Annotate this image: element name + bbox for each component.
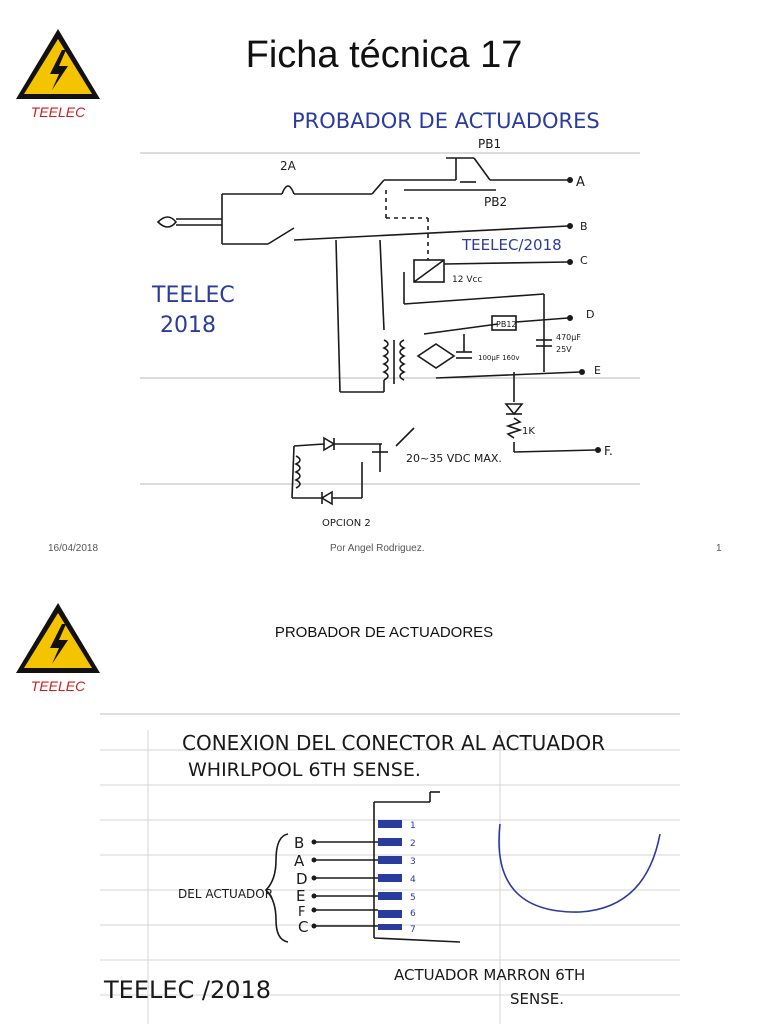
label-pb2: PB2 — [484, 195, 508, 209]
pin-letter-e: E — [296, 887, 306, 905]
footer-page: 1 — [716, 543, 722, 554]
pin-letter-b: B — [294, 834, 305, 852]
pin-number-2: 2 — [410, 839, 416, 849]
pin-number-6: 6 — [410, 909, 416, 919]
terminal-c: C — [580, 254, 588, 267]
sketch-heading-line2: WHIRLPOOL 6TH SENSE. — [188, 759, 421, 781]
pin-letter-f: F — [298, 905, 306, 920]
brand-handwritten-line2: 2018 — [160, 313, 216, 338]
slide-2 — [0, 580, 768, 1024]
label-resistor: 1K — [522, 426, 535, 437]
pin-number-5: 5 — [410, 893, 416, 903]
pin-letter-d: D — [296, 870, 308, 888]
label-cap2-value: 470µF — [556, 333, 581, 342]
actuator-line1: ACTUADOR MARRON 6TH — [394, 966, 586, 984]
terminal-f: F. — [604, 444, 613, 458]
circuit-wires — [158, 158, 596, 504]
pin-number-7: 7 — [410, 925, 416, 935]
terminal-dots — [567, 177, 601, 453]
brand-circuit: TEELEC/2018 — [462, 236, 562, 254]
label-relay: 12 Vcc — [452, 275, 483, 285]
footer-date: 16/04/2018 — [48, 543, 99, 554]
label-pb1: PB1 — [478, 137, 502, 151]
pin-number-4: 4 — [410, 875, 416, 885]
label-cap2-voltage: 25V — [556, 345, 572, 354]
label-option: OPCION 2 — [322, 518, 371, 529]
pin-number-1: 1 — [410, 821, 416, 831]
label-cap1: 100µF 160v — [478, 354, 520, 362]
del-actuador-label: DEL ACTUADOR — [178, 887, 274, 901]
terminal-e: E — [594, 364, 601, 377]
sketch-title: PROBADOR DE ACTUADORES — [292, 109, 600, 133]
brand-handwritten: TEELEC /2018 — [104, 976, 272, 1004]
page-title: Ficha técnica 17 — [245, 34, 523, 76]
label-bridge: PB12 — [496, 320, 517, 329]
brand-handwritten-line1: TEELEC — [152, 283, 235, 308]
terminal-a: A — [576, 175, 585, 190]
pin-letters — [294, 834, 308, 936]
connector-sketch — [0, 580, 768, 1024]
footer-author: Por Angel Rodriguez. — [330, 543, 425, 554]
pin-letter-a: A — [294, 852, 305, 870]
sketch-heading-line1: CONEXION DEL CONECTOR AL ACTUADOR — [182, 731, 606, 755]
label-voltage-note: 20~35 VDC MAX. — [406, 452, 502, 465]
terminal-labels — [576, 175, 613, 458]
actuator-line2: SENSE. — [510, 990, 564, 1008]
connector-outline — [266, 792, 660, 942]
logo-label: TEELEC — [30, 678, 86, 694]
terminal-b: B — [580, 220, 588, 233]
logo-label: TEELEC — [30, 104, 86, 120]
page-title: PROBADOR DE ACTUADORES — [274, 624, 494, 641]
pin-letter-c: C — [298, 918, 309, 936]
terminal-d: D — [586, 308, 595, 321]
pin-number-3: 3 — [410, 857, 416, 867]
pin-dots — [312, 840, 317, 929]
connector-pins — [378, 820, 402, 930]
pin-numbers — [410, 821, 416, 935]
label-fuse: 2A — [280, 159, 296, 173]
